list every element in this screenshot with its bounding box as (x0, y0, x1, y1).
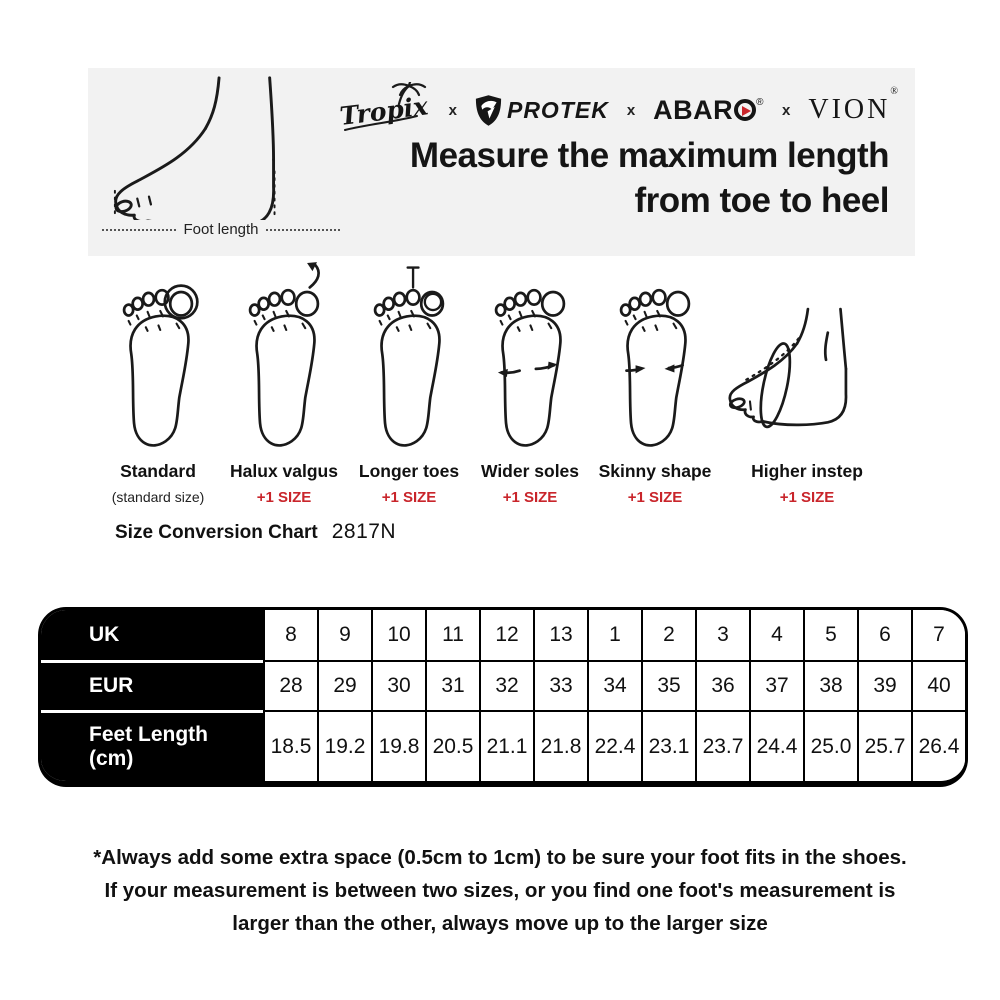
table-cell: 23.1 (641, 710, 695, 781)
foot-type-sublabel: +1 SIZE (627, 489, 683, 506)
vion-wordmark: VION (808, 94, 891, 125)
table-cell: 2 (641, 610, 695, 660)
title-line-1: Measure the maximum length (409, 136, 889, 175)
brand-logos-row (338, 84, 901, 136)
table-cell: 13 (533, 610, 587, 660)
panel-title (410, 134, 889, 224)
size-chart-heading (115, 520, 396, 544)
table-cell: 26.4 (911, 710, 965, 781)
vion-logo (808, 86, 901, 126)
abaro-o-play-icon (734, 99, 756, 121)
size-chart-model-number: 2817N (331, 520, 397, 543)
table-cell: 3 (695, 610, 749, 660)
foot-length-measure (102, 221, 340, 238)
footprint-longer-toes-illustration (357, 260, 461, 456)
registered-mark: ® (756, 96, 765, 108)
row-header-feet-length: Feet Length (cm) (41, 710, 263, 781)
table-cell: 34 (587, 660, 641, 710)
foot-type-halux-valgus (221, 260, 347, 506)
table-cell: 23.7 (695, 710, 749, 781)
table-cell: 21.1 (479, 710, 533, 781)
protek-wordmark: PROTEK (506, 96, 609, 123)
foot-type-sublabel: +1 SIZE (256, 489, 312, 506)
table-cell: 36 (695, 660, 749, 710)
size-chart-title: Size Conversion Chart (115, 522, 318, 543)
table-cell: 22.4 (587, 710, 641, 781)
row-header-eur: EUR (41, 660, 263, 710)
table-cell: 37 (749, 660, 803, 710)
footprint-standard-illustration (106, 260, 210, 456)
table-cell: 38 (803, 660, 857, 710)
protek-logo (475, 94, 609, 127)
footnote (0, 842, 1000, 940)
table-cell: 24.4 (749, 710, 803, 781)
abaro-logo (653, 95, 764, 126)
table-cell: 35 (641, 660, 695, 710)
table-cell: 10 (371, 610, 425, 660)
foot-type-label: Halux valgus (230, 461, 338, 481)
abaro-wordmark: ABAR (653, 94, 734, 125)
table-cell: 25.7 (857, 710, 911, 781)
table-cell: 33 (533, 660, 587, 710)
footnote-line-3: larger than the other, always move up to the larger size (232, 911, 768, 935)
table-cell: 6 (857, 610, 911, 660)
table-cell: 5 (803, 610, 857, 660)
shield-icon (475, 94, 502, 127)
foot-length-diagram (96, 74, 346, 250)
foot-side-view-icon (96, 74, 346, 220)
foot-type-label: Standard (120, 461, 196, 481)
table-cell: 32 (479, 660, 533, 710)
foot-type-wider-soles (467, 260, 593, 506)
table-cell: 31 (425, 660, 479, 710)
table-cell: 11 (425, 610, 479, 660)
table-cell: 39 (857, 660, 911, 710)
foot-higher-instep-illustration (721, 260, 893, 456)
footprint-wider-soles-illustration (478, 260, 582, 456)
table-cell: 18.5 (263, 710, 317, 781)
table-cell: 19.8 (371, 710, 425, 781)
foot-length-label: Foot length (183, 221, 259, 238)
table-cell: 21.8 (533, 710, 587, 781)
foot-type-sublabel: +1 SIZE (381, 489, 437, 506)
size-conversion-table (38, 607, 968, 787)
foot-type-sublabel: (standard size) (111, 489, 205, 505)
table-cell: 20.5 (425, 710, 479, 781)
foot-type-sublabel: +1 SIZE (779, 489, 835, 506)
table-cell: 25.0 (803, 710, 857, 781)
table-cell: 19.2 (317, 710, 371, 781)
foot-type-label: Skinny shape (598, 461, 712, 481)
svg-text:Tropix: Tropix (338, 90, 430, 131)
foot-type-higher-instep (718, 260, 896, 506)
foot-type-label: Longer toes (358, 461, 460, 481)
foot-type-sublabel: +1 SIZE (502, 489, 558, 506)
title-line-2: from toe to heel (634, 180, 889, 220)
table-cell: 9 (317, 610, 371, 660)
footnote-line-2: If your measurement is between two sizes, or you find one foot's measurement is (104, 878, 896, 902)
foot-type-longer-toes (346, 260, 472, 506)
dotted-line-left (102, 229, 176, 231)
table-cell: 8 (263, 610, 317, 660)
table-cell: 28 (263, 660, 317, 710)
brand-separator: x (448, 101, 457, 119)
table-cell: 40 (911, 660, 965, 710)
table-cell: 4 (749, 610, 803, 660)
footprint-halux-valgus-illustration (232, 260, 336, 456)
brand-separator: x (782, 101, 791, 119)
tropix-logo (339, 82, 431, 139)
table-cell: 29 (317, 660, 371, 710)
header-panel (88, 68, 915, 256)
foot-type-skinny-shape (592, 260, 718, 506)
foot-type-label: Higher instep (751, 461, 863, 481)
table-cell: 7 (911, 610, 965, 660)
table-cell: 1 (587, 610, 641, 660)
footnote-line-1: *Always add some extra space (0.5cm to 1cm) to be sure your foot fits in the shoes. (93, 846, 907, 869)
row-header-uk: UK (41, 610, 263, 660)
foot-type-label: Wider soles (480, 461, 580, 481)
table-cell: 12 (479, 610, 533, 660)
foot-type-standard (95, 260, 221, 505)
table-cell: 30 (371, 660, 425, 710)
registered-mark: ® (890, 86, 901, 97)
footprint-skinny-shape-illustration (603, 260, 707, 456)
brand-separator: x (626, 101, 636, 119)
dotted-line-right (266, 229, 340, 231)
